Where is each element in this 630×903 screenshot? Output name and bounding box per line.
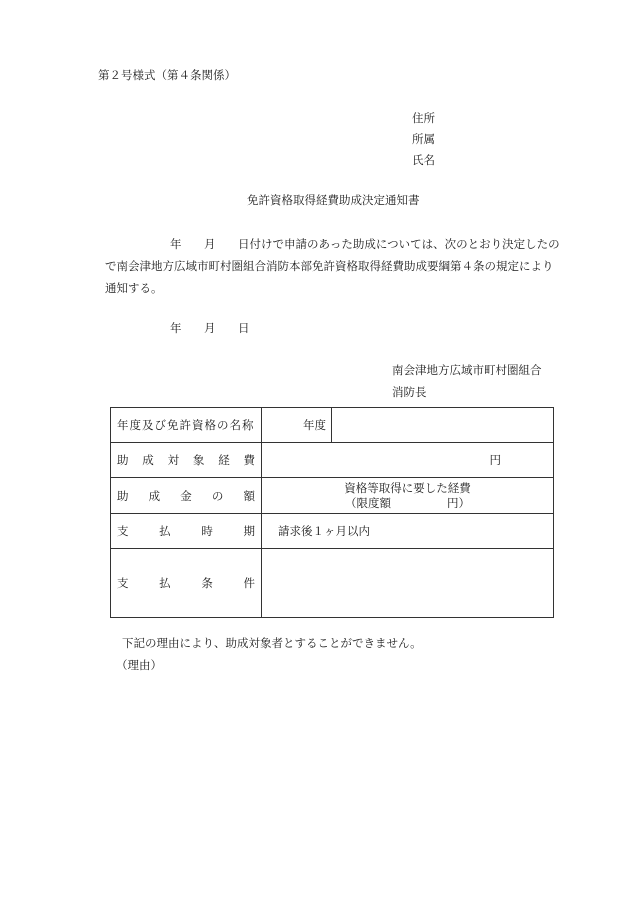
form-number: 第２号様式（第４条関係） [98,68,236,82]
label-payment-conditions [111,549,262,618]
body-month: 月 [204,237,216,251]
label-char: 経 [218,453,230,467]
year-label: 年度 [303,418,326,432]
label-char: 時 [201,524,213,538]
recipient-affiliation-label: 所属 [412,132,435,146]
label-payment-timing [111,514,262,549]
recipient-address-label: 住所 [412,111,435,125]
label-char: の [211,488,224,503]
recipient-name-label: 氏名 [412,153,435,167]
grant-amount-field[interactable] [262,478,554,514]
label-eligible-expenses [111,443,262,478]
rejection-note: 下記の理由により、助成対象者とすることができません。 [122,636,422,650]
label-char: 対 [167,453,180,467]
year-cell[interactable] [262,408,332,443]
qualification-name-field[interactable] [332,408,554,443]
eligible-expenses-field[interactable] [262,443,554,478]
label-grant-amount [111,478,262,514]
grant-amount-line1: 資格等取得に要した経費 [344,480,471,495]
grant-amount-line2 [262,496,553,511]
table-row [111,478,554,514]
label-char: 助 [117,453,129,467]
table-row [111,408,554,443]
label-char: 額 [243,488,255,503]
document-title: 免許資格取得経費助成決定通知書 [247,193,420,207]
label-char: 成 [142,453,154,467]
label-char: 払 [159,576,171,590]
label-year-and-qualification [111,408,262,443]
reason-label: （理由） [116,658,162,672]
label-char: 払 [159,524,171,538]
limit-close: 円） [447,495,470,510]
body-line2: で南会津地方広域市町村圏組合消防本部免許資格取得経費助成要綱第４条の規定により [105,259,554,273]
payment-timing-field[interactable] [262,514,554,549]
body-year: 年 [170,237,182,251]
label-char: 成 [148,488,161,503]
issuer-title: 消防長 [392,385,427,399]
table-row [111,549,554,618]
issuer-org: 南会津地方広域市町村圏組合 [392,363,542,377]
label-text: 年度及び免許資格の名称 [117,418,255,432]
label-char: 助 [117,488,129,503]
table-row [111,443,554,478]
issue-date-day: 日 [238,321,250,335]
body-line1: 日付けで申請のあった助成については、次のとおり決定したの [238,237,560,251]
table-row [111,514,554,549]
label-char: 支 [117,524,129,538]
yen-unit: 円 [489,453,501,467]
label-char: 条 [201,576,213,590]
issue-date-month: 月 [204,321,216,335]
label-char: 費 [243,453,255,467]
label-char: 金 [180,488,192,503]
body-line3: 通知する。 [105,281,163,295]
label-char: 期 [243,524,255,538]
payment-conditions-field[interactable] [262,549,554,618]
issue-date-year: 年 [170,321,182,335]
payment-timing-value: 請求後１ヶ月以内 [278,524,370,538]
label-char: 象 [192,453,205,467]
label-char: 支 [117,576,129,590]
limit-open: （限度額 [345,495,391,510]
label-char: 件 [243,576,255,590]
grant-details-table [110,407,554,618]
